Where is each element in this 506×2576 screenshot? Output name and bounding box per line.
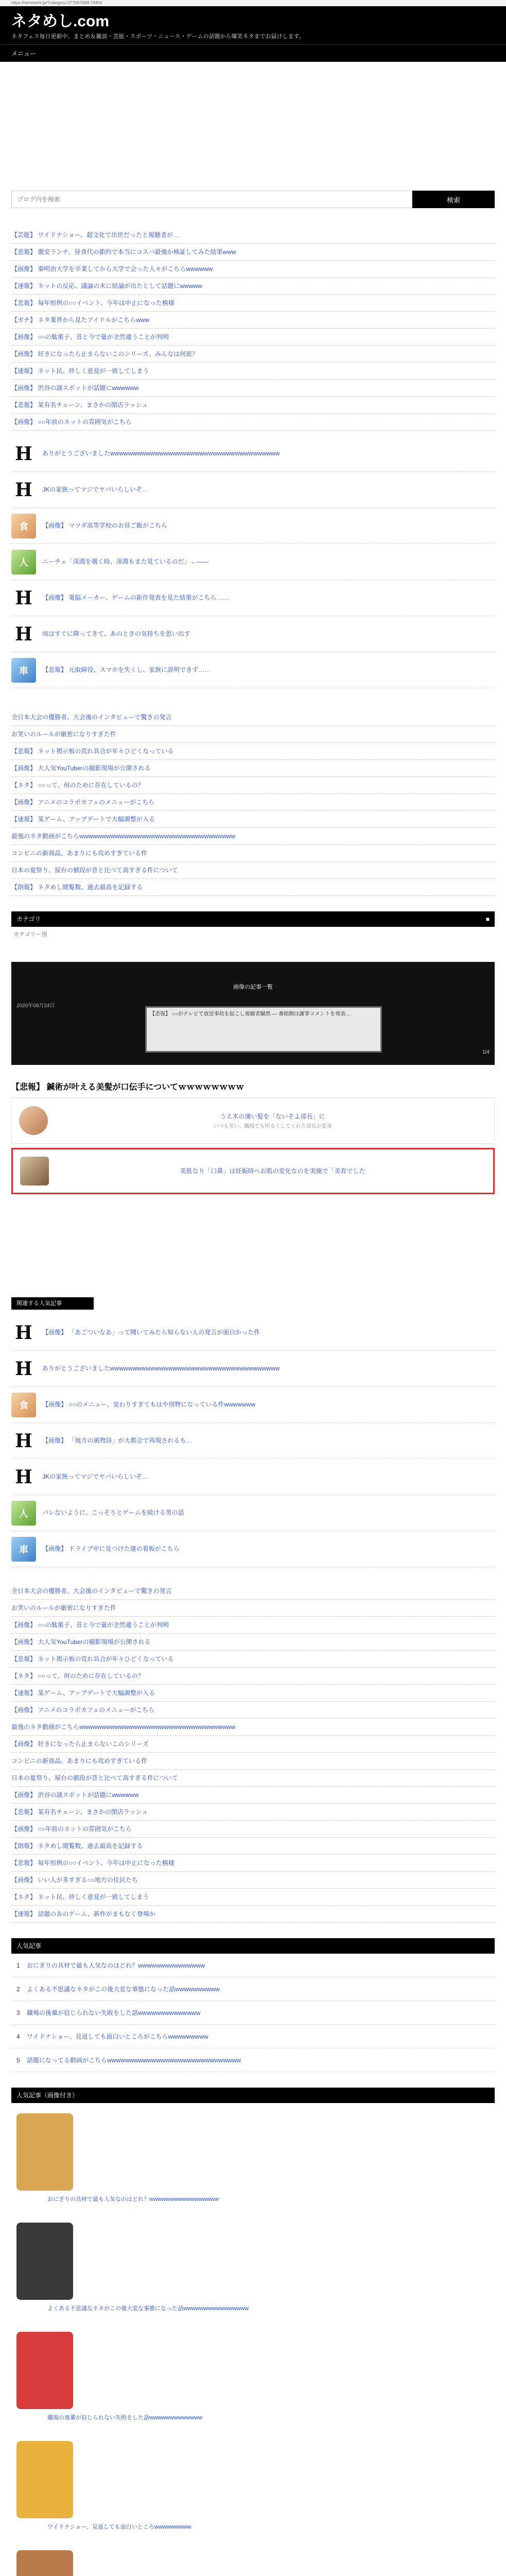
ranking-item[interactable] <box>11 2001 495 2025</box>
category-title: カテゴリ <box>16 916 41 923</box>
illustration-image[interactable] <box>16 2550 73 2576</box>
rank-number: 2 <box>16 1986 20 1993</box>
rank-number: 5 <box>16 2057 20 2064</box>
search-bar <box>11 191 495 208</box>
headline-link[interactable]: 【画像】 大人気YouTuberの撮影現場が公開される <box>11 760 495 777</box>
ranking-title-text[interactable]: よくある不思議なネタがこの後大変な事態になった話wwwwwwwwww <box>27 1986 220 1993</box>
tv-text: 【悲報】 ○○がテレビで放送事故を起こし視聴者騒然 ― 番組側は謝罪コメントを発表… <box>150 1011 351 1017</box>
headline-link[interactable]: 【悲報】 毎年恒例の○○イベント、今年は中止になった模様 <box>11 1855 495 1872</box>
headline-link[interactable]: 【画像】 アニメのコラボカフェのメニューがこちら <box>11 1702 495 1719</box>
article-item[interactable] <box>11 1315 495 1351</box>
nav-label[interactable]: メニュー <box>11 50 37 57</box>
article-thumbnail[interactable]: H <box>11 478 36 502</box>
headline-link[interactable]: コンビニの新商品、あまりにも攻めすぎている件 <box>11 845 495 862</box>
headline-link[interactable]: コンビニの新商品、あまりにも攻めすぎている件 <box>11 1753 495 1770</box>
ranking-item[interactable] <box>11 1977 495 2001</box>
related-section-title: 関連する人気記事 <box>11 1297 94 1310</box>
article-item[interactable] <box>11 436 495 472</box>
slider-page: 1/4 <box>482 1049 490 1055</box>
category-header[interactable] <box>11 911 495 927</box>
ranking-list <box>11 1954 495 2072</box>
headline-link[interactable]: 【ネタ】 ○○って、何のために存在しているの？ <box>11 777 495 794</box>
article-thumbnail[interactable]: 食 <box>11 514 36 538</box>
article-item[interactable] <box>11 1351 495 1387</box>
headline-link[interactable]: 【悲報】 激安ランチ、昼食代の節約で本当にコスパ最強か検証してみた結果www <box>11 244 495 261</box>
headline-link[interactable]: 最強のネタ動画がこちらwwwwwwwwwwwwwwwwwwwwwwwwwwwwwwwwwww <box>11 1719 495 1736</box>
headline-link[interactable]: 【画像】 ○○の駄菓子、昔と今で量が全然違うことが判明 <box>11 329 495 346</box>
headline-link[interactable]: 【画像】 渋谷の謎スポットが話題にwwwwww <box>11 380 495 397</box>
related-article-list <box>11 1315 495 1567</box>
illus-caption[interactable]: 職場の後輩が信じられない失敗をした話wwwwwwwwwwwww <box>47 2415 203 2421</box>
article-title[interactable]: 【画像】 ドライブ中に見つけた謎の看板がこちら <box>42 1545 180 1552</box>
illustration-image[interactable] <box>16 2113 73 2191</box>
ranking-item[interactable] <box>11 2025 495 2048</box>
tv-screen-image[interactable] <box>145 1006 382 1053</box>
article-title[interactable]: 雨はすぐに降ってきて、あのときの気持ちを思い出す <box>42 630 190 637</box>
ad-image <box>19 1106 48 1135</box>
headline-link[interactable]: 【画像】 ○○の駄菓子、昔と今で量が全然違うことが判明 <box>11 1617 495 1634</box>
illus-caption[interactable]: ワイドナショー、見返しても面白いところwwwwwwwww <box>47 2524 191 2530</box>
headline-link[interactable]: 【速報】 ネットの反応、議論の末に結論が出たとして話題にwwwww <box>11 278 495 295</box>
headline-link[interactable]: 日本の夏祭り、屋台の値段が昔と比べて高すぎる件について <box>11 862 495 879</box>
illustration-image[interactable] <box>16 2223 73 2300</box>
site-title[interactable]: ネタめし.com <box>11 13 110 30</box>
headline-link[interactable]: 【画像】 大人気YouTuberの撮影現場が公開される <box>11 1634 495 1651</box>
article-item[interactable] <box>11 508 495 544</box>
feature-date: 2020年09月24日 <box>16 1003 55 1009</box>
headline-list-middle <box>11 709 495 896</box>
main-content <box>0 191 506 2576</box>
headline-link[interactable]: 【朗報】 ネタめし閲覧数、過去最高を記録する <box>11 1838 495 1855</box>
article-title[interactable]: 【画像】 「あごついなあ」って聞いてみたら知らない人の発言が面白かった件 <box>42 1329 260 1336</box>
thumb-article-list <box>11 436 495 688</box>
illus-title: 人気記事（画像付き） <box>11 2088 495 2103</box>
article-title[interactable]: ありがとうございましたwwwwwwwwwwwwwwwwwwwwwwwwwwwwwwwwwwwwww <box>42 450 280 457</box>
headline-link[interactable]: 【画像】 アニメのコラボカフェのメニューがこちら <box>11 794 495 811</box>
search-input[interactable] <box>11 191 412 208</box>
ad-title[interactable]: 美肌なり「口鼻」は妊娠時へお肌の変化なのを実施で「美育でした <box>180 1167 365 1175</box>
illustration-image[interactable] <box>16 2441 73 2518</box>
ad-banner[interactable] <box>11 1097 495 1144</box>
headline-link[interactable]: 【画像】 好きになったら止まらないこのシリーズ <box>11 1736 495 1753</box>
headline-list-bottom <box>11 1583 495 1923</box>
ad-subtitle: いつも笑い、職場でも明るくしてくれた部長が変身 <box>213 1124 332 1129</box>
illus-caption[interactable]: おにぎりの具材で最も人気なのはどれ？wwwwwwwwwwwwwwwww <box>47 2196 219 2202</box>
ad-banner[interactable] <box>11 1148 495 1194</box>
article-item[interactable] <box>11 1423 495 1459</box>
top-nav[interactable] <box>0 44 506 62</box>
article-thumbnail[interactable]: 車 <box>11 658 36 683</box>
article-thumbnail[interactable]: H <box>11 1465 36 1489</box>
ranking-title-text[interactable]: おにぎりの具材で最も人気なのはどれ？wwwwwwwwwwwwwww <box>27 1962 205 1969</box>
ranking-widget <box>11 1938 495 2072</box>
search-button[interactable]: 検索 <box>412 191 495 208</box>
headline-link[interactable]: 【朗報】 ネタめし閲覧数、過去最高を記録する <box>11 879 495 896</box>
headline-link[interactable]: 【画像】 いい人が多すぎる○○地方の住民たち <box>11 1872 495 1889</box>
article-thumbnail[interactable]: 車 <box>11 1537 36 1562</box>
article-thumbnail[interactable]: H <box>11 586 36 611</box>
rank-number: 4 <box>16 2033 20 2040</box>
headline-link[interactable]: 【悲報】 某有名チェーン、まさかの閉店ラッシュ <box>11 1804 495 1821</box>
headline-list-top <box>11 227 495 431</box>
site-header <box>0 6 506 44</box>
ranking-title-text[interactable]: ワイドナショー、見返しても面白いところがこちらwwwwwwwww <box>27 2033 208 2040</box>
illus-item[interactable] <box>11 2431 495 2540</box>
ad-text[interactable] <box>59 1166 486 1176</box>
article-item[interactable] <box>11 1459 495 1495</box>
illus-item[interactable] <box>11 2540 495 2576</box>
ad-title[interactable]: うえ木の薄い髪を「ないそよ部長」に <box>220 1113 325 1120</box>
address-bar[interactable]: https://nenmeshi.jp/?category=37756758/8.744h4 <box>0 0 506 6</box>
headline-link[interactable]: 【画像】 渋谷の謎スポットが話題にwwwwww <box>11 1787 495 1804</box>
ranking-item[interactable] <box>11 2048 495 2072</box>
article-title[interactable]: バレないように、こっそりとゲームを続ける男の話 <box>42 1509 184 1516</box>
article-thumbnail[interactable]: 人 <box>11 1501 36 1526</box>
headline-link[interactable]: 日本の夏祭り、屋台の値段が昔と比べて高すぎる件について <box>11 1770 495 1787</box>
headline-link[interactable]: お笑いのルールが厳密になりすぎた件 <box>11 1600 495 1617</box>
headline-link[interactable]: お笑いのルールが厳密になりすぎた件 <box>11 726 495 743</box>
headline-link[interactable]: 【ネタ】 ネット民、珍しく意見が一致してしまう <box>11 1889 495 1906</box>
article-thumbnail[interactable]: 人 <box>11 550 36 574</box>
article-title[interactable]: 【悲報】 元取締役、スマホを失くし、家族に説明できず…… <box>42 666 211 673</box>
article-title[interactable]: JKの家族ってマジでヤバいらしいぞ… <box>42 486 149 493</box>
feature-label: 画像の記事一覧 <box>233 984 273 990</box>
ranking-title: 人気記事 <box>11 1938 495 1954</box>
illus-list <box>11 2103 495 2576</box>
article-thumbnail[interactable]: H <box>11 1357 36 1381</box>
site-subtitle: ネタフェス毎日更新中。まとめ＆雑談・芸能・スポーツ・ニュース・ゲームの話題から爆笑ネタまでお届けします。 <box>11 33 305 40</box>
article-thumbnail[interactable]: H <box>11 1320 36 1345</box>
headline-link[interactable]: 【画像】 秦明治大学を卒業してから大学で会った人々がこちらwwwwww <box>11 261 495 278</box>
illus-caption[interactable]: よくある不思議なネタがこの後大変な事態になった話wwwwwwwwwwwwwwww <box>47 2306 249 2312</box>
article-thumbnail[interactable]: H <box>11 1429 36 1453</box>
illus-item[interactable] <box>11 2103 495 2212</box>
feature-slider[interactable] <box>11 962 495 1065</box>
headline-link[interactable]: 【速報】 某ゲーム、アップデートで大幅調整が入る <box>11 811 495 828</box>
article-title[interactable]: ニーチェ「深淵を覗く時、深淵もまた見ているのだ」←―― <box>42 558 209 565</box>
category-widget <box>11 911 495 941</box>
headline-link[interactable]: 最強のネタ動画がこちらwwwwwwwwwwwwwwwwwwwwwwwwwwwwwwwwwww <box>11 828 495 845</box>
article-title[interactable]: 【画像】 ○○のメニュー、変わりすぎてもはや別物になっている件wwwwwww <box>42 1401 256 1408</box>
headline-link[interactable]: 【画像】 ○○年前のネットの雰囲気がこちら <box>11 414 495 431</box>
headline-link[interactable]: 【速報】 ネット民、珍しく意見が一致してしまう <box>11 363 495 380</box>
illus-item[interactable] <box>11 2212 495 2321</box>
headline-link[interactable]: 【ガチ】 ネタ業界から見たアイドルがこちらwww <box>11 312 495 329</box>
headline-link[interactable]: 【悲報】 ネット掲示板の荒れ具合が年々ひどくなっている <box>11 1651 495 1668</box>
article-item[interactable] <box>11 616 495 652</box>
headline-link[interactable]: 【芸能】 ワイドナショー、超文化で出世だったと視聴者が… <box>11 227 495 244</box>
headline-link[interactable]: 全日本大会の優勝者、大会後のインタビューで驚きの発言 <box>11 1583 495 1600</box>
article-thumbnail[interactable]: H <box>11 442 36 466</box>
headline-link[interactable]: 【画像】 好きになったら止まらないこのシリーズ、みんなは何派？ <box>11 346 495 363</box>
article-title[interactable]: 【画像】 マツダ高等学校のお昼ご飯がこちら <box>42 522 167 529</box>
ranking-item[interactable] <box>11 1954 495 1977</box>
article-title[interactable]: 【画像】 電脳メーカー、ゲームの新作発表を見た結果がこちら…… <box>42 594 229 601</box>
article-item[interactable] <box>11 1531 495 1567</box>
headline-link[interactable]: 【速報】 某ゲーム、アップデートで大幅調整が入る <box>11 1685 495 1702</box>
ad-text[interactable] <box>58 1112 487 1129</box>
illus-item[interactable] <box>11 2321 495 2431</box>
headline-link[interactable]: 【悲報】 某有名チェーン、まさかの閉店ラッシュ <box>11 397 495 414</box>
article-title[interactable]: ありがとうございましたwwwwwwwwwwwwwwwwwwwwwwwwwwwwwwwwwwwwww <box>42 1365 280 1372</box>
article-thumbnail[interactable]: H <box>11 622 36 647</box>
article-title[interactable]: 【画像】 「地方の風物詩」が大都会で再現されるも… <box>42 1437 193 1444</box>
feature-article-title[interactable]: 【悲報】 鍼術が叶える美髪が口伝手についてｗｗｗｗｗｗｗｗ <box>11 1083 245 1092</box>
article-thumbnail[interactable]: 食 <box>11 1393 36 1417</box>
ranking-title-text[interactable]: 話題になってる動画がこちらwwwwwwwwwwwwwwwwwwwwwwwwwwwwww <box>27 2057 241 2064</box>
headline-link[interactable]: 【画像】 ○○年前のネットの雰囲気がこちら <box>11 1821 495 1838</box>
article-item[interactable] <box>11 580 495 616</box>
rank-number: 1 <box>16 1962 20 1969</box>
ad-image <box>20 1157 49 1185</box>
category-select[interactable]: カテゴリー別 <box>11 927 495 941</box>
ad-list <box>11 1097 495 1194</box>
headline-link[interactable]: 【ネタ】 ○○って、何のために存在しているの？ <box>11 1668 495 1685</box>
illustration-image[interactable] <box>16 2332 73 2409</box>
headline-link[interactable]: 【悲報】 毎年恒例の○○イベント、今年は中止になった模様 <box>11 295 495 312</box>
article-title[interactable]: JKの家族ってマジでヤバいらしいぞ… <box>42 1473 149 1480</box>
article-item[interactable] <box>11 1387 495 1423</box>
headline-link[interactable]: 全日本大会の優勝者、大会後のインタビューで驚きの発言 <box>11 709 495 726</box>
article-item[interactable] <box>11 652 495 688</box>
headline-link[interactable]: 【速報】 話題のあのゲーム、新作がまもなく登場か <box>11 1906 495 1923</box>
rank-number: 3 <box>16 2009 20 2016</box>
article-item[interactable] <box>11 1495 495 1531</box>
illustrated-ranking-widget <box>11 2088 495 2576</box>
ranking-title-text[interactable]: 職場の後輩が信じられない失敗をした話wwwwwwwwwwwwww <box>27 2009 201 2016</box>
article-item[interactable] <box>11 544 495 580</box>
headline-link[interactable]: 【悲報】 ネット掲示板の荒れ具合が年々ひどくなっている <box>11 743 495 760</box>
article-item[interactable] <box>11 472 495 508</box>
toggle-icon[interactable]: ■ <box>485 916 490 923</box>
